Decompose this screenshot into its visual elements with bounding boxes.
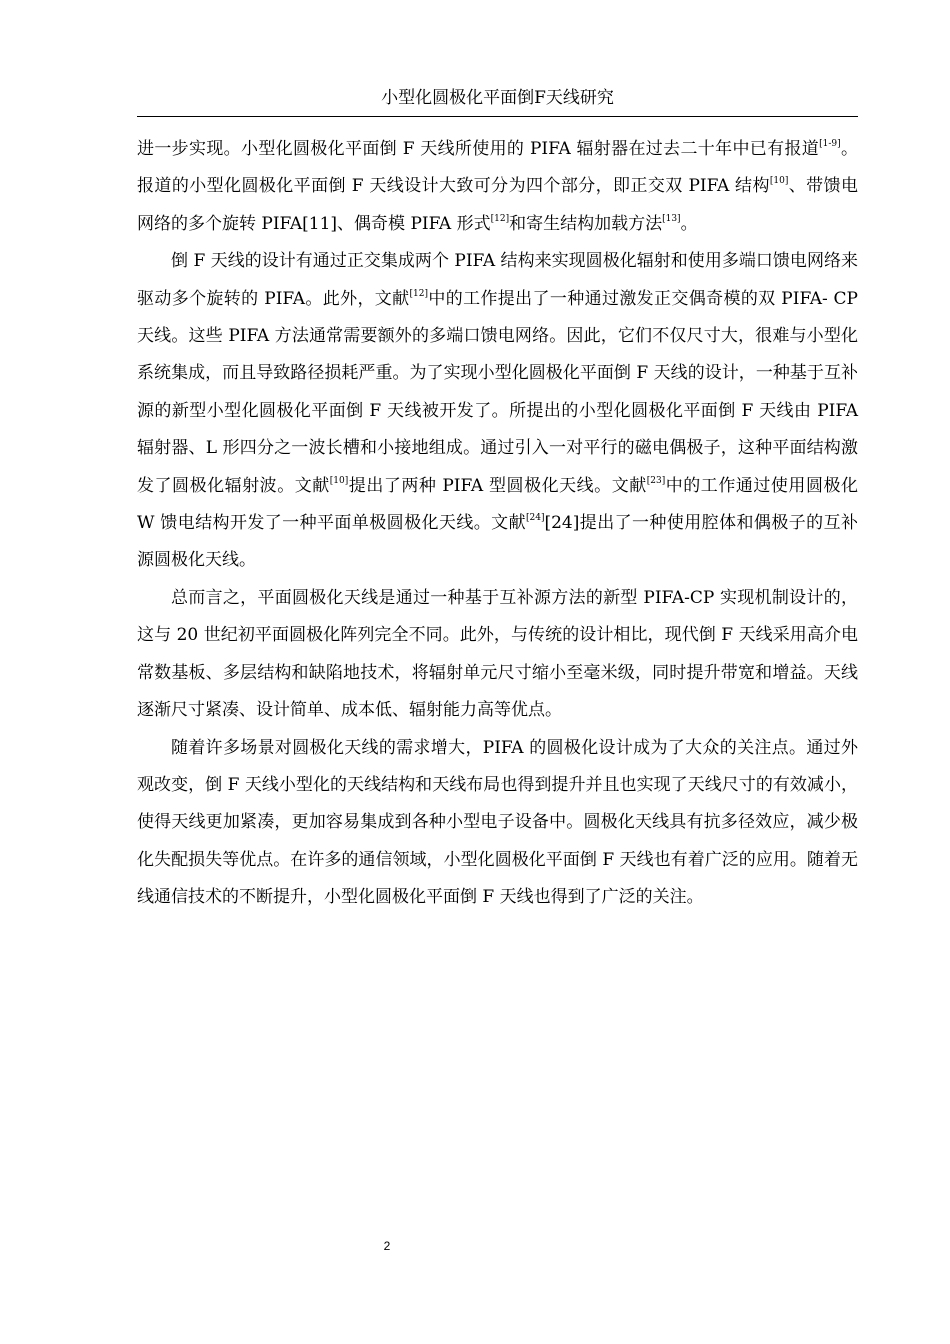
paragraph-text: 总而言之，平面圆极化天线是通过一种基于互补源方法的新型 PIFA-CP 实现机制设计的，这与 20 世纪初平面圆极化阵列完全不同。此外，与传统的设计相比，现代倒 F 天线采用高介电常数基板、多层结构和缺陷地技术，将辐射单元尺寸缩小至毫米级，同时提升带宽和增益。天线逐渐尺寸紧凑、设计简单、成本低、辐射能力高等优点。 (137, 587, 858, 721)
paragraph-text: 中的工作通过使用圆极化 W 馈电结构开发了一种平面单极圆极化天线。文献 (137, 475, 859, 534)
header-divider (137, 116, 858, 117)
paragraph-text: 、带馈电网络的多个旋转 PIFA[11]、偶奇模 PIFA 形式 (137, 176, 858, 234)
page-number: 2 (383, 1239, 391, 1253)
citation-ref[interactable]: [12] (409, 288, 429, 299)
citation-ref[interactable]: [10] (769, 176, 789, 187)
paragraph-text: 进一步实现。小型化圆极化平面倒 F 天线所使用的 PIFA 辐射器在过去二十年中已有报道 (137, 139, 820, 159)
citation-ref[interactable]: [23] (646, 475, 666, 486)
paragraph-text: 。 (680, 213, 698, 234)
citation-ref[interactable]: [1-9] (819, 139, 841, 149)
paragraph-text: 中的工作提出了一种通过激发正交偶奇模的双 PIFA- CP 天线。这些 PIFA 方法通常需要额外的多端口馈电网络。因此，它们不仅尺寸大，很难与小型化系统集成，而且导致路径损耗严重。为了实现小型化圆极化平面倒 F 天线的设计，一种基于互补源的新型小型化圆极化平面倒 F 天线被开发了。所提出的小型化圆极化平面倒 F 天线由 PIFA 辐射器、L 形四分之一波长槽和小接地组成。通过引入一对平行的磁电偶极子，这种平面结构激发了圆极化辐射波。文献 (137, 288, 858, 496)
paragraph-text: 随着许多场景对圆极化天线的需求增大，PIFA 的圆极化设计成为了大众的关注点。通过外观改变，倒 F 天线小型化的天线结构和天线布局也得到提升并且也实现了天线尺寸的有效减小，使得天线更加紧凑，更加容易集成到各种小型电子设备中。圆极化天线具有抗多径效应，减少极化失配损失等优点。在许多的通信领域，小型化圆极化平面倒 F 天线也有着广泛的应用。随着无线通信技术的不断提升，小型化圆极化平面倒 F 天线也得到了广泛的关注。 (137, 737, 858, 908)
paragraph-text: 倒 F 天线的设计有通过正交集成两个 PIFA 结构来实现圆极化辐射和使用多端口馈电网络来驱动多个旋转的 PIFA。此外，文献 (137, 251, 858, 309)
body-text (137, 131, 858, 917)
citation-ref[interactable]: [13] (662, 213, 681, 224)
paragraph-text: 和寄生结构加载方法 (509, 213, 663, 234)
citation-ref[interactable]: [24] (525, 513, 545, 524)
paragraph (137, 131, 858, 243)
paragraph (137, 730, 858, 917)
paragraph-text: 。报道的小型化圆极化平面倒 F 天线设计大致可分为四个部分，即正交双 PIFA 结构 (137, 139, 858, 197)
page-header-title: 小型化圆极化平面倒F天线研究 (381, 88, 614, 108)
paragraph-text: 提出了两种 PIFA 型圆极化天线。文献 (348, 475, 647, 496)
paragraph (137, 243, 858, 580)
paragraph (137, 580, 858, 730)
citation-ref[interactable]: [10] (329, 475, 349, 486)
paragraph-text: [24]提出了一种使用腔体和偶极子的互补源圆极化天线。 (137, 513, 858, 571)
citation-ref[interactable]: [12] (490, 213, 510, 224)
